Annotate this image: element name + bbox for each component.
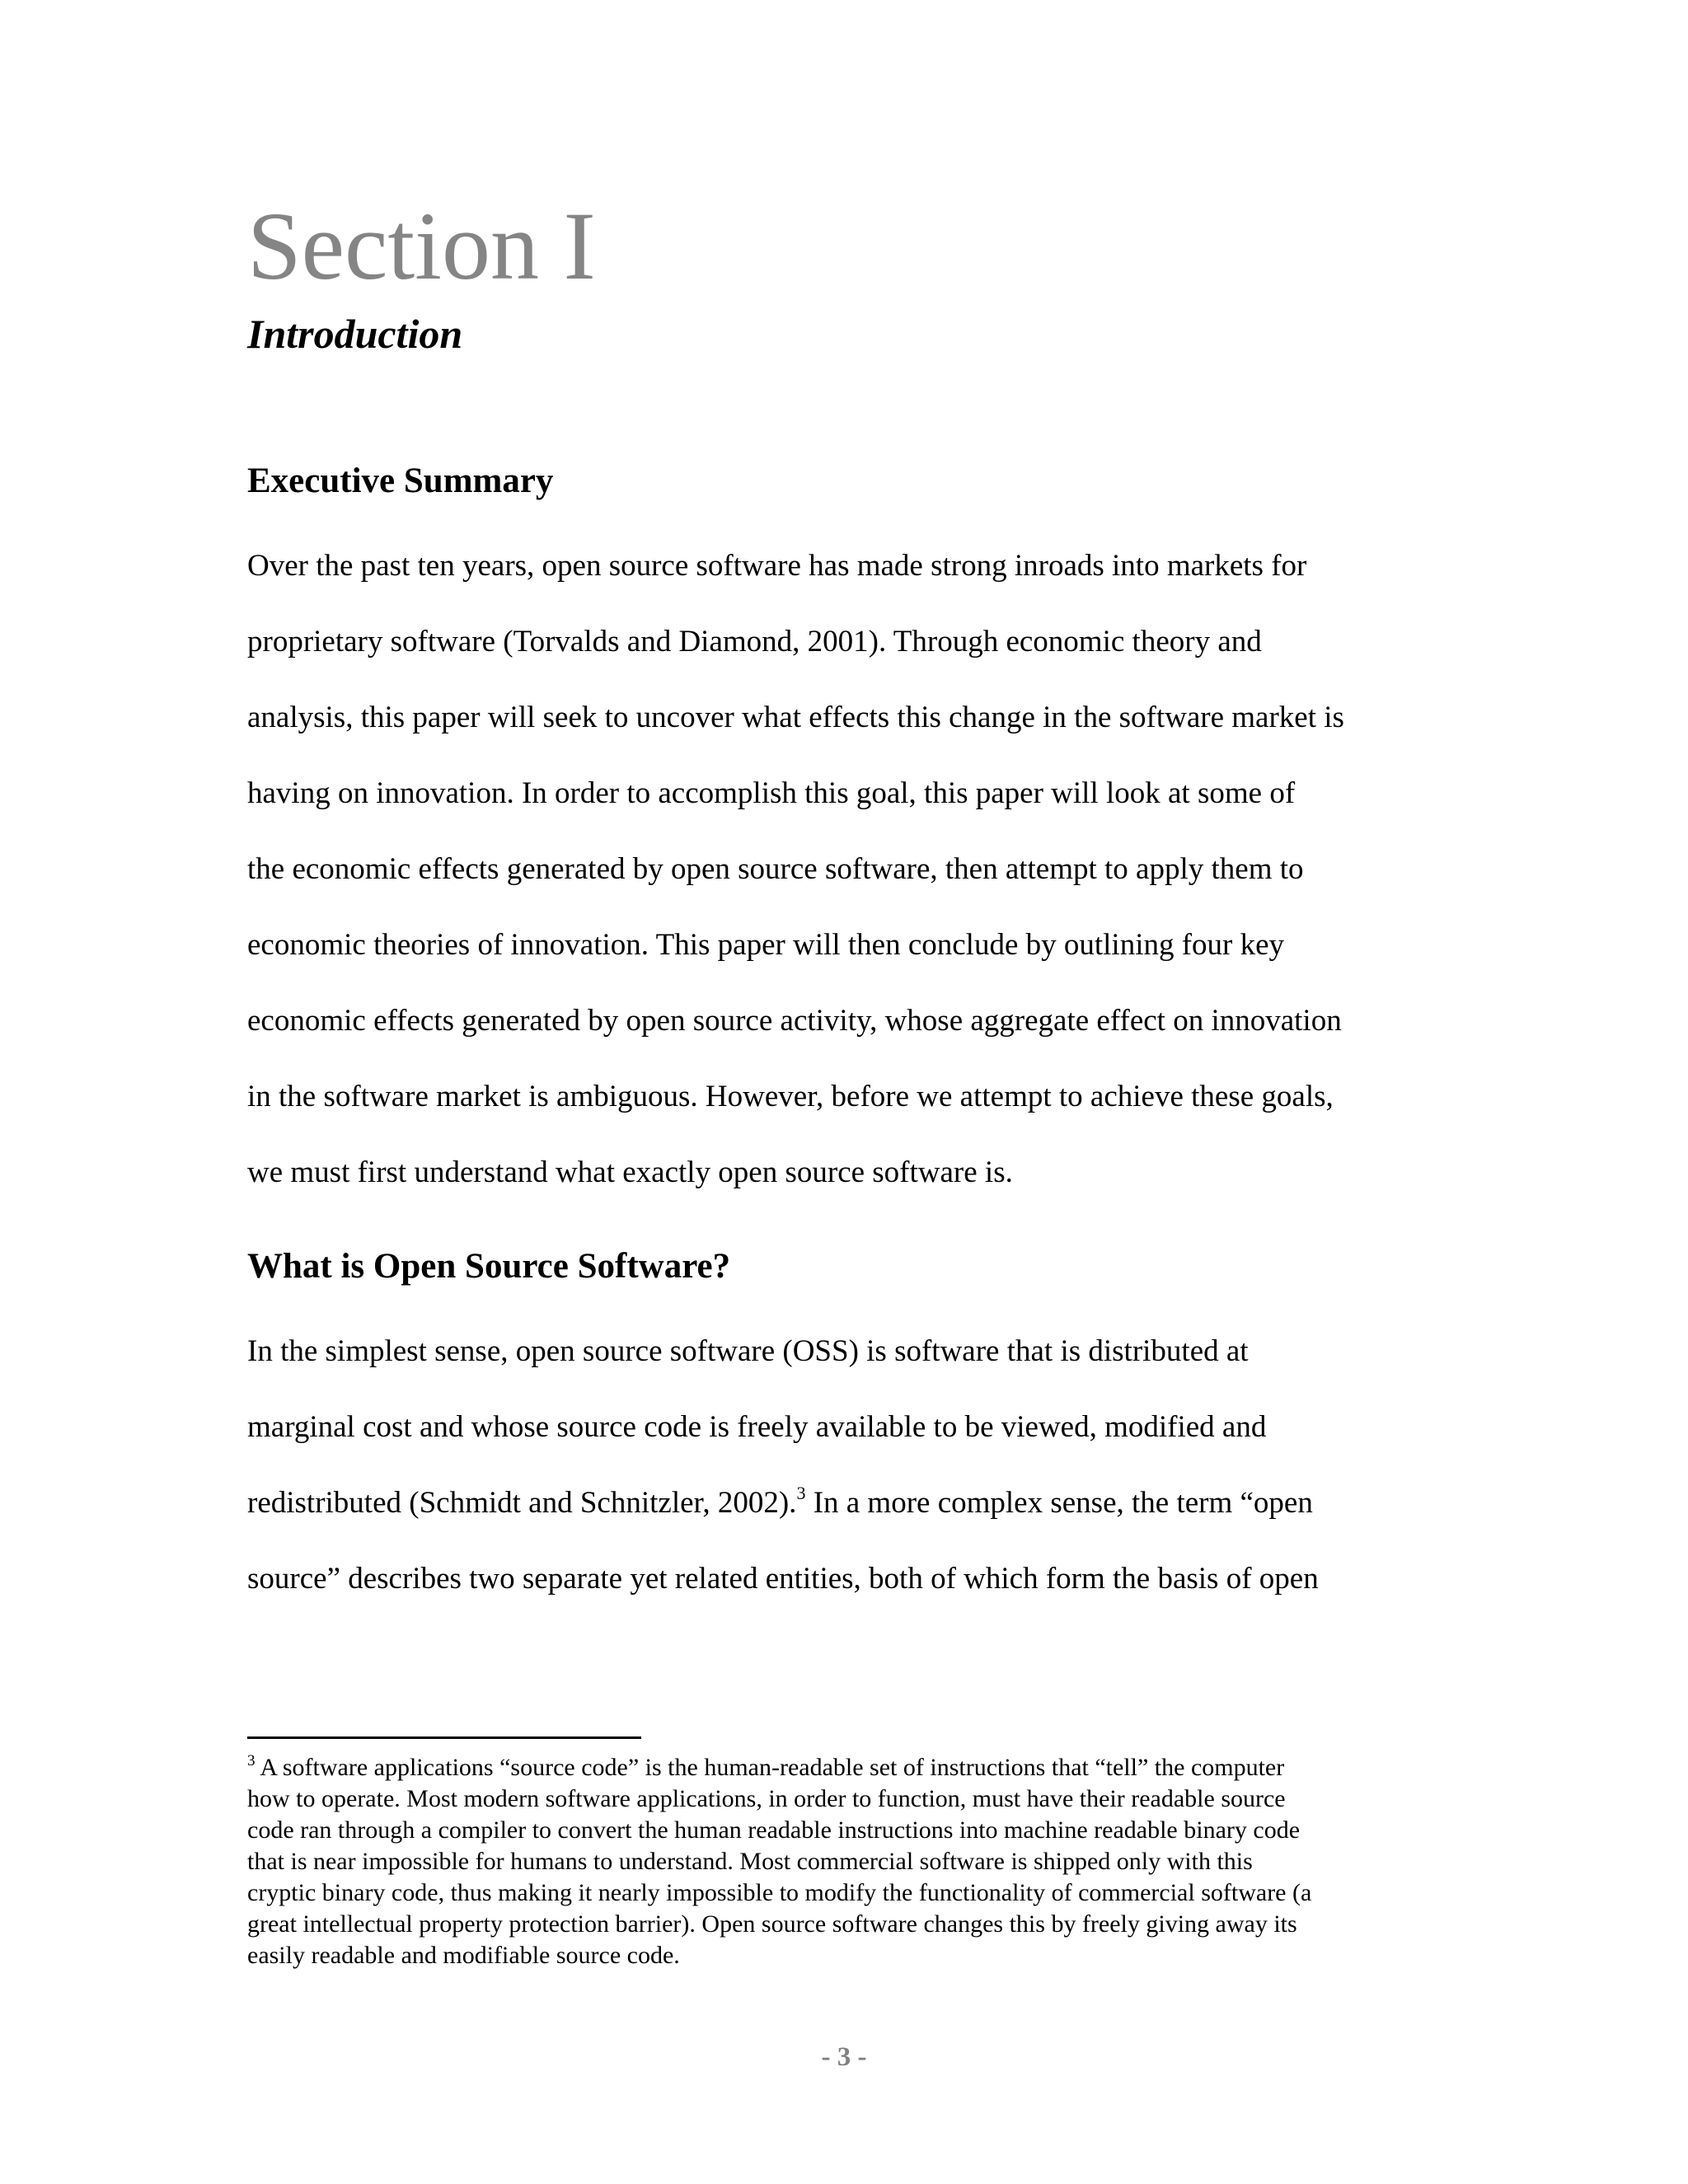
paragraph-line: Over the past ten years, open source software has made strong inroads into markets for bbox=[247, 549, 1307, 583]
footnote-reference[interactable]: 3 bbox=[796, 1483, 806, 1503]
paragraph-line: source” describes two separate yet related entities, both of which form the basis of open bbox=[247, 1562, 1319, 1596]
paragraph-line: in the software market is ambiguous. However, before we attempt to achieve these goals, bbox=[247, 1080, 1334, 1113]
paragraph-line: proprietary software (Torvalds and Diamond, 2001). Through economic theory and bbox=[247, 625, 1262, 658]
paragraph-line: economic theories of innovation. This paper will then conclude by outlining four key bbox=[247, 928, 1285, 962]
paragraph-text: In a more complex sense, the term “open bbox=[805, 1486, 1313, 1520]
footnote-separator bbox=[247, 1736, 641, 1739]
paragraph-line: In the simplest sense, open source software (OSS) is software that is distributed at bbox=[247, 1334, 1249, 1368]
paragraph-line: economic effects generated by open source activity, whose aggregate effect on innovation bbox=[247, 1004, 1342, 1038]
section-title: Section I bbox=[247, 192, 596, 300]
footnote-line: great intellectual property protection barrier). Open source software changes this by freely giving away its bbox=[247, 1910, 1297, 1938]
footnote-line: how to operate. Most modern software applications, in order to function, must have their readable source bbox=[247, 1785, 1286, 1812]
section-subtitle: Introduction bbox=[247, 311, 463, 357]
footnote-text: A software applications “source code” is the human-readable set of instructions that “tell” the computer bbox=[255, 1754, 1285, 1781]
footnote-line: that is near impossible for humans to understand. Most commercial software is shipped only with this bbox=[247, 1848, 1253, 1875]
paragraph-line: the economic effects generated by open source software, then attempt to apply them to bbox=[247, 852, 1304, 886]
footnote-line: easily readable and modifiable source code. bbox=[247, 1942, 680, 1969]
paragraph-line: we must first understand what exactly open source software is. bbox=[247, 1155, 1013, 1189]
paragraph-text: redistributed (Schmidt and Schnitzler, 2002). bbox=[247, 1486, 797, 1520]
footnote-line: code ran through a compiler to convert the human readable instructions into machine readable binary code bbox=[247, 1816, 1301, 1844]
page-number: - 3 - bbox=[821, 2042, 867, 2072]
footnote-line: cryptic binary code, thus making it nearly impossible to modify the functionality of commercial software (a bbox=[247, 1879, 1312, 1906]
footnote-marker: 3 bbox=[247, 1752, 256, 1769]
footnote-line bbox=[247, 1752, 1285, 1781]
what-is-oss-heading: What is Open Source Software? bbox=[247, 1247, 731, 1286]
paragraph-line: having on innovation. In order to accomplish this goal, this paper will look at some of bbox=[247, 776, 1296, 810]
executive-summary-heading: Executive Summary bbox=[247, 462, 554, 500]
paragraph-line: analysis, this paper will seek to uncover what effects this change in the software market is bbox=[247, 701, 1344, 734]
paragraph-line: marginal cost and whose source code is freely available to be viewed, modified and bbox=[247, 1410, 1267, 1444]
paragraph-line bbox=[247, 1483, 1313, 1520]
